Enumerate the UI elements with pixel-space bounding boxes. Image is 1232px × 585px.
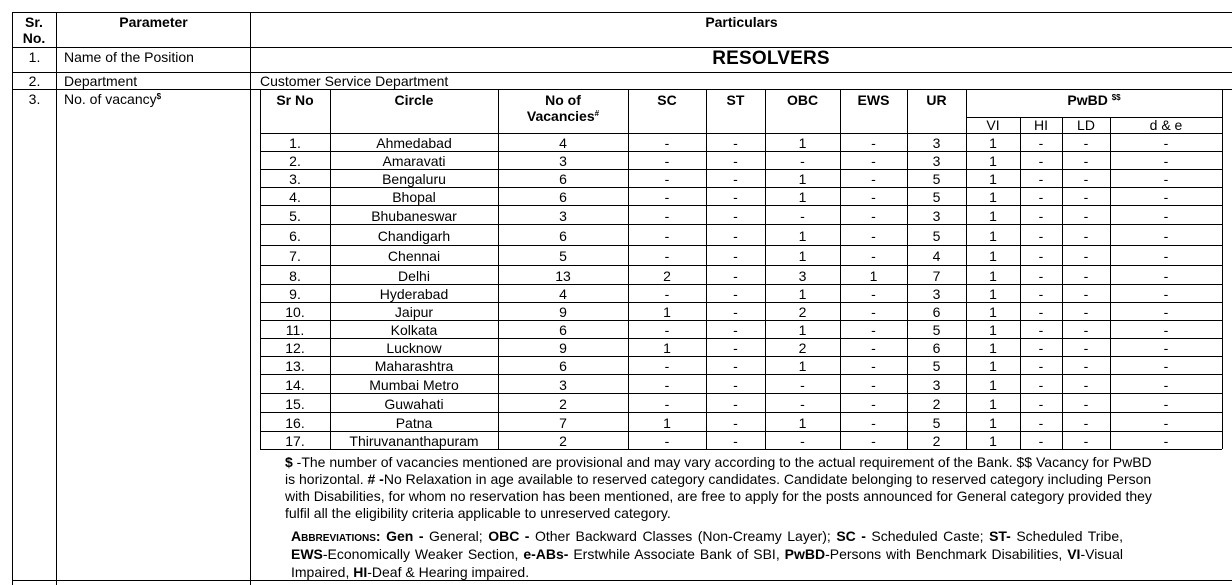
vac-cell-sc: -: [664, 396, 670, 412]
vac-cell-obc: 1: [798, 228, 807, 244]
vac-cell-obc: 3: [798, 268, 807, 284]
vac-cell-circle: Bhopal: [392, 189, 436, 205]
vac-cell-vacancies: 4: [559, 135, 567, 151]
vac-cell-vi: 1: [989, 377, 997, 393]
vac-cell-ur: 5: [932, 171, 941, 187]
vac-cell-obc: -: [800, 153, 805, 169]
vac-row-line: [260, 169, 1222, 170]
vac-cell-srno: 15.: [285, 396, 305, 412]
vac-row-line: [260, 133, 1222, 134]
vac-cell-vacancies: 2: [559, 433, 567, 449]
vac-cell-circle: Mumbai Metro: [369, 377, 459, 393]
row-number: 3.: [28, 91, 41, 107]
vac-cell-srno: 11.: [285, 322, 305, 338]
vac-cell-srno: 2.: [289, 153, 301, 169]
vac-cell-st: -: [733, 415, 738, 431]
vac-cell-ur: 5: [932, 189, 941, 205]
vac-cell-sc: -: [664, 171, 670, 187]
vac-cell-de: -: [1163, 208, 1169, 224]
vac-cell-st: -: [733, 153, 738, 169]
vac-cell-ur: 5: [932, 415, 941, 431]
vac-cell-obc: 1: [798, 415, 807, 431]
vac-cell-vacancies: 6: [559, 171, 567, 187]
vac-cell-ur: 2: [932, 433, 941, 449]
vac-cell-vacancies: 6: [559, 228, 567, 244]
vac-cell-ur: 3: [932, 208, 941, 224]
vac-cell-st: -: [733, 396, 738, 412]
vac-cell-ews: 1: [869, 268, 878, 284]
vac-cell-srno: 14.: [285, 377, 305, 393]
vac-cell-ld: -: [1083, 208, 1089, 224]
vac-cell-sc: -: [664, 358, 670, 374]
header-bottom-border: [12, 47, 1232, 48]
vac-cell-de: -: [1163, 153, 1169, 169]
vac-cell-circle: Patna: [395, 415, 433, 431]
vac-cell-de: -: [1163, 433, 1169, 449]
vac-cell-st: -: [733, 340, 738, 356]
vac-cell-vacancies: 6: [559, 358, 567, 374]
vac-cell-st: -: [733, 208, 738, 224]
col-header-de: d & e: [1149, 117, 1183, 133]
vac-cell-vi: 1: [989, 322, 997, 338]
vac-cell-srno: 6.: [289, 228, 301, 244]
vac-cell-st: -: [733, 286, 738, 302]
vac-cell-hi: -: [1038, 286, 1044, 302]
vac-cell-st: -: [733, 377, 738, 393]
col-header-st: ST: [726, 92, 745, 108]
row-number: 2.: [28, 73, 41, 89]
vac-cell-circle: Delhi: [398, 268, 430, 284]
col-header-ews: EWS: [857, 92, 890, 108]
vac-cell-obc: 1: [798, 286, 807, 302]
vac-cell-ur: 4: [932, 248, 941, 264]
vac-cell-ews: -: [871, 228, 876, 244]
vac-row-line: [260, 205, 1222, 206]
vac-cell-obc: 1: [798, 248, 807, 264]
vac-cell-vacancies: 2: [559, 396, 567, 412]
vac-cell-de: -: [1163, 171, 1169, 187]
vac-cell-st: -: [733, 268, 738, 284]
vac-cell-de: -: [1163, 189, 1169, 205]
vac-cell-sc: -: [664, 322, 670, 338]
vac-cell-sc: 1: [663, 415, 671, 431]
vac-cell-hi: -: [1038, 415, 1044, 431]
department-value: Customer Service Department: [260, 73, 449, 89]
row1-bottom-border: [12, 72, 1232, 73]
vac-cell-ur: 5: [932, 322, 941, 338]
vac-cell-vacancies: 7: [559, 415, 567, 431]
vac-cell-sc: -: [664, 228, 670, 244]
vac-cell-de: -: [1163, 322, 1169, 338]
param-department: Department: [64, 73, 138, 89]
vac-cell-sc: -: [664, 433, 670, 449]
abbreviations-note: Abbreviations: Gen - General; OBC - Other Backward Classes (Non-Creamy Layer); SC - Scheduled Caste; ST- Scheduled Tribe, EWS-Economically Weaker Section, e-ABs- Erstwhile Associate Bank of SBI, PwBD-Persons with Benchmark Disabilities, VI-Visual Impaired, HI-Deaf & Hearing impaired.: [291, 528, 1124, 580]
vac-cell-st: -: [733, 135, 738, 151]
vac-cell-hi: -: [1038, 228, 1044, 244]
vac-cell-ur: 5: [932, 228, 941, 244]
vac-cell-ews: -: [871, 396, 876, 412]
vac-cell-vi: 1: [989, 396, 997, 412]
vac-row-line: [260, 265, 1222, 266]
param-position: Name of the Position: [64, 49, 194, 65]
vac-cell-sc: -: [664, 208, 670, 224]
vac-cell-srno: 12.: [285, 340, 305, 356]
vac-cell-ews: -: [871, 208, 876, 224]
vac-cell-vi: 1: [989, 135, 997, 151]
vac-cell-ld: -: [1083, 340, 1089, 356]
vac-cell-ld: -: [1083, 358, 1089, 374]
vac-cell-ld: -: [1083, 135, 1089, 151]
vac-cell-ur: 2: [932, 396, 941, 412]
vac-cell-vi: 1: [989, 171, 997, 187]
vac-cell-vi: 1: [989, 415, 997, 431]
vac-cell-de: -: [1163, 228, 1169, 244]
vac-cell-vi: 1: [989, 248, 997, 264]
vac-cell-ews: -: [871, 248, 876, 264]
vac-cell-circle: Kolkata: [390, 322, 438, 338]
vac-cell-vi: 1: [989, 433, 997, 449]
vac-cell-st: -: [733, 171, 738, 187]
col-header-sc: SC: [657, 92, 677, 108]
vac-cell-hi: -: [1038, 135, 1044, 151]
vac-cell-hi: -: [1038, 189, 1044, 205]
col-header-obc: OBC: [786, 92, 819, 108]
vac-cell-vacancies: 6: [559, 189, 567, 205]
vac-cell-ld: -: [1083, 228, 1089, 244]
vac-cell-st: -: [733, 228, 738, 244]
vac-cell-circle: Amaravati: [382, 153, 446, 169]
vac-cell-obc: -: [800, 377, 805, 393]
vac-cell-circle: Guwahati: [384, 396, 444, 412]
vac-cell-hi: -: [1038, 396, 1044, 412]
vac-cell-vacancies: 3: [559, 208, 567, 224]
vac-cell-ews: -: [871, 304, 876, 320]
col-header-vi: VI: [986, 117, 1000, 133]
vac-cell-ld: -: [1083, 268, 1089, 284]
col-header-srno: Sr No: [276, 92, 314, 108]
vac-cell-hi: -: [1038, 358, 1044, 374]
vac-cell-hi: -: [1038, 304, 1044, 320]
vac-cell-obc: 1: [798, 189, 807, 205]
vac-cell-de: -: [1163, 377, 1169, 393]
vac-row-line: [260, 393, 1222, 394]
vac-cell-ur: 6: [932, 304, 941, 320]
vac-cell-vacancies: 4: [559, 286, 567, 302]
col-header-pwbd: PwBD $$: [1067, 92, 1121, 108]
vac-cell-srno: 9.: [289, 286, 301, 302]
col-header-ld: LD: [1077, 117, 1095, 133]
col-border-srno: [56, 12, 57, 585]
vac-cell-hi: -: [1038, 153, 1044, 169]
vac-cell-vi: 1: [989, 304, 997, 320]
vac-col-line: [1222, 90, 1223, 449]
vac-cell-srno: 13.: [285, 358, 305, 374]
vac-cell-vi: 1: [989, 268, 997, 284]
vac-cell-srno: 4.: [289, 189, 301, 205]
vac-cell-de: -: [1163, 340, 1169, 356]
vac-cell-circle: Lucknow: [386, 340, 442, 356]
vac-cell-circle: Bhubaneswar: [371, 208, 457, 224]
vac-cell-hi: -: [1038, 248, 1044, 264]
vac-cell-hi: -: [1038, 171, 1044, 187]
vac-row-line: [260, 320, 1222, 321]
vac-cell-sc: 1: [663, 304, 671, 320]
vac-cell-ews: -: [871, 340, 876, 356]
vac-cell-de: -: [1163, 396, 1169, 412]
row2-bottom-border: [12, 89, 1232, 90]
vac-row-line: [260, 187, 1222, 188]
vac-cell-ld: -: [1083, 153, 1089, 169]
vac-cell-ews: -: [871, 153, 876, 169]
vac-cell-hi: -: [1038, 208, 1044, 224]
vac-cell-vi: 1: [989, 189, 997, 205]
vac-cell-ews: -: [871, 377, 876, 393]
table-top-border: [12, 12, 1232, 13]
vac-cell-de: -: [1163, 358, 1169, 374]
vac-cell-circle: Bengaluru: [382, 171, 446, 187]
vac-cell-de: -: [1163, 415, 1169, 431]
param-vacancy: No. of vacancy$: [64, 91, 162, 107]
vac-cell-srno: 5.: [289, 208, 301, 224]
vac-cell-ld: -: [1083, 396, 1089, 412]
vac-cell-hi: -: [1038, 377, 1044, 393]
vac-cell-circle: Thiruvananthapuram: [349, 433, 479, 449]
vac-cell-de: -: [1163, 304, 1169, 320]
col-header-hi: HI: [1034, 117, 1048, 133]
col-header-circle: Circle: [394, 92, 434, 108]
vac-row-line: [260, 151, 1222, 152]
header-parameter: Parameter: [119, 14, 188, 30]
vac-row-line: [260, 338, 1222, 339]
vac-cell-ews: -: [871, 135, 876, 151]
vac-cell-obc: -: [800, 396, 805, 412]
header-srno: Sr. No.: [22, 14, 46, 46]
vac-cell-obc: 1: [798, 322, 807, 338]
vac-cell-ur: 5: [932, 358, 941, 374]
vac-cell-ur: 3: [932, 135, 941, 151]
position-title: RESOLVERS: [712, 48, 830, 69]
vac-cell-ld: -: [1083, 415, 1089, 431]
vac-cell-ld: -: [1083, 171, 1089, 187]
vac-cell-ur: 3: [932, 286, 941, 302]
vac-cell-ld: -: [1083, 189, 1089, 205]
vac-cell-obc: 2: [798, 304, 807, 320]
vac-cell-srno: 1.: [289, 135, 301, 151]
vac-cell-srno: 8.: [289, 268, 301, 284]
vac-cell-obc: 1: [798, 171, 807, 187]
vac-cell-sc: -: [664, 286, 670, 302]
vac-cell-hi: -: [1038, 340, 1044, 356]
vac-cell-vacancies: 9: [559, 340, 567, 356]
vac-row-line: [260, 449, 1222, 450]
vac-cell-circle: Ahmedabad: [376, 135, 452, 151]
vac-cell-hi: -: [1038, 322, 1044, 338]
vac-cell-vacancies: 6: [559, 322, 567, 338]
vac-cell-st: -: [733, 433, 738, 449]
vac-cell-ld: -: [1083, 377, 1089, 393]
vac-cell-obc: -: [800, 433, 805, 449]
header-particulars: Particulars: [705, 14, 778, 30]
vac-cell-obc: -: [800, 208, 805, 224]
vac-cell-sc: -: [664, 248, 670, 264]
vac-cell-ur: 7: [932, 268, 941, 284]
vac-cell-ur: 3: [932, 377, 941, 393]
vac-cell-hi: -: [1038, 268, 1044, 284]
vac-cell-circle: Jaipur: [394, 304, 434, 320]
vac-cell-obc: 1: [798, 358, 807, 374]
vac-cell-sc: 1: [663, 340, 671, 356]
vac-cell-ews: -: [871, 433, 876, 449]
vac-cell-srno: 3.: [289, 171, 301, 187]
vac-cell-sc: -: [664, 377, 670, 393]
vac-cell-vacancies: 3: [559, 377, 567, 393]
vac-cell-de: -: [1163, 248, 1169, 264]
col-border-parameter: [250, 12, 251, 585]
vac-cell-vacancies: 5: [559, 248, 567, 264]
vac-cell-sc: 2: [663, 268, 671, 284]
vac-cell-circle: Hyderabad: [379, 286, 449, 302]
vac-cell-ld: -: [1083, 286, 1089, 302]
vac-cell-ews: -: [871, 415, 876, 431]
vac-cell-srno: 16.: [285, 415, 305, 431]
vac-row-line: [260, 356, 1222, 357]
vac-cell-circle: Maharashtra: [374, 358, 454, 374]
vac-cell-ur: 3: [932, 153, 941, 169]
vac-cell-vacancies: 3: [559, 153, 567, 169]
vac-cell-st: -: [733, 358, 738, 374]
vac-cell-srno: 10.: [285, 304, 305, 320]
vac-cell-st: -: [733, 189, 738, 205]
vac-cell-hi: -: [1038, 433, 1044, 449]
vac-cell-ld: -: [1083, 304, 1089, 320]
vac-cell-vi: 1: [989, 358, 997, 374]
vac-cell-st: -: [733, 304, 738, 320]
vac-row-line: [260, 431, 1222, 432]
vac-cell-vi: 1: [989, 208, 997, 224]
vac-row-line: [260, 374, 1222, 375]
vac-row-line: [260, 302, 1222, 303]
vac-cell-de: -: [1163, 286, 1169, 302]
vac-cell-ld: -: [1083, 433, 1089, 449]
vac-cell-st: -: [733, 248, 738, 264]
vacancy-notes: $ -The number of vacancies mentioned are provisional and may vary according to the actual requirement of the Bank. $$ Vacancy for PwBD is horizontal. # -No Relaxation in age available to reserved category candidates. Candidate belonging to reserved category including Person with Disabilities, for whom no reservation has been mentioned, are free to apply for the posts announced for General category provided they fulfil all the eligibility criteria applicable to unreserved category.: [285, 454, 1152, 521]
vac-cell-ews: -: [871, 171, 876, 187]
col-header-ur: UR: [926, 92, 947, 108]
vac-cell-circle: Chennai: [387, 248, 441, 264]
vac-cell-sc: -: [664, 153, 670, 169]
vac-cell-vi: 1: [989, 286, 997, 302]
vac-cell-vi: 1: [989, 153, 997, 169]
vac-cell-ur: 6: [932, 340, 941, 356]
vac-row-line: [260, 412, 1222, 413]
vac-cell-sc: -: [664, 189, 670, 205]
vac-cell-st: -: [733, 322, 738, 338]
vac-cell-de: -: [1163, 268, 1169, 284]
vac-cell-ews: -: [871, 322, 876, 338]
vac-cell-ews: -: [871, 286, 876, 302]
vac-cell-ews: -: [871, 189, 876, 205]
vac-cell-sc: -: [664, 135, 670, 151]
vac-cell-obc: 1: [798, 135, 807, 151]
vac-cell-vacancies: 9: [559, 304, 567, 320]
vac-cell-vi: 1: [989, 228, 997, 244]
vac-cell-ld: -: [1083, 322, 1089, 338]
vac-cell-ld: -: [1083, 248, 1089, 264]
vac-row-line: [260, 245, 1222, 246]
vac-cell-ews: -: [871, 358, 876, 374]
vac-row-line: [260, 224, 1222, 225]
vac-cell-de: -: [1163, 135, 1169, 151]
vac-cell-srno: 17.: [285, 433, 305, 449]
vac-cell-circle: Chandigarh: [377, 228, 451, 244]
row-number: 1.: [28, 49, 41, 65]
vac-cell-srno: 7.: [289, 248, 301, 264]
vac-cell-obc: 2: [798, 340, 807, 356]
col-header-vacancies: No of Vacancies#: [526, 92, 600, 124]
vac-cell-vi: 1: [989, 340, 997, 356]
vac-row-line: [260, 284, 1222, 285]
vac-cell-vacancies: 13: [555, 268, 571, 284]
